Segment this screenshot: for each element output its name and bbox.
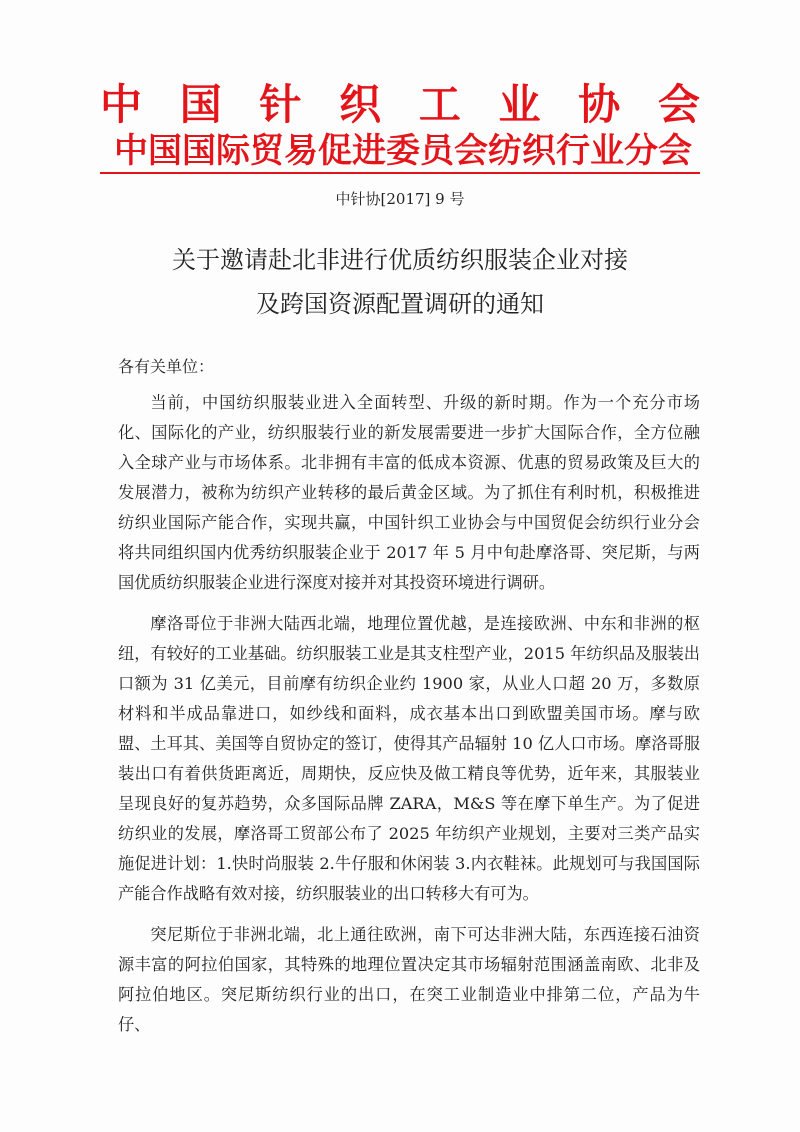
org-name-primary [100, 82, 700, 128]
org-name-secondary: 中国国际贸易促进委员会纺织行业分会 [114, 131, 692, 171]
org-name-char: 中 [100, 80, 143, 129]
org-name-char: 协 [578, 80, 621, 129]
salutation: 各有关单位： [118, 357, 215, 376]
body-paragraph: 当前，中国纺织服装业进入全面转型、升级的新时期。作为一个充分市场化、国际化的产业，纺织服装行业的新发展需要进一步扩大国际合作，全方位融入全球产业与市场体系。北非拥有丰富的低成本资源、优惠的贸易政策及巨大的发展潜力，被称为纺织产业转移的最后黄金区域。为了抓住有利时机，积极推进纺织业国际产能合作，实现共赢，中国针织工业协会与中国贸促会纺织行业分会将共同组织国内优秀纺织服装企业于 2017 年 5 月中旬赴摩洛哥、突尼斯，与两国优质纺织服装企业进行深度对接并对其投资环境进行调研。 [118, 393, 700, 592]
org-name-char: 织 [339, 80, 382, 129]
document-number: 中针协[2017] 9 号 [335, 190, 465, 208]
org-name-char: 会 [657, 80, 700, 129]
notice-body [118, 388, 700, 1051]
body-paragraph: 摩洛哥位于非洲大陆西北端，地理位置优越，是连接欧洲、中东和非洲的枢纽，有较好的工业基础。纺织服装工业是其支柱型产业，2015 年纺织品及服装出口额为 31 亿美元，目前摩有纺织企业约 1900 家，从业人口超 20 万，多数原材料和半成品靠进口，如纱线和面料，成衣基本出口到欧盟美国市场。摩与欧盟、土耳其、美国等自贸协定的签订，使得其产品辐射 10 亿人口市场。摩洛哥服装出口有着供货距离近，周期快，反应快及做工精良等优势，近年来，其服装业呈现良好的复苏趋势，众多国际品牌 ZARA，M&S 等在摩下单生产。为了促进纺织业的发展，摩洛哥工贸部公布了 2025 年纺织产业规划，主要对三类产品实施促进计划：1.快时尚服装 2.牛仔服和休闲装 3.内衣鞋袜。此规划可与我国国际产能合作战略有效对接，纺织服装业的出口转移大有可为。 [118, 614, 700, 903]
header-divider [100, 172, 700, 174]
notice-title [60, 238, 740, 326]
org-name-char: 国 [179, 80, 222, 129]
notice-title-line-2: 及跨国资源配置调研的通知 [256, 290, 544, 318]
notice-title-line-1: 关于邀请赴北非进行优质纺织服装企业对接 [172, 246, 628, 274]
body-paragraph: 突尼斯位于非洲北端，北上通往欧洲，南下可达非洲大陆，东西连接石油资源丰富的阿拉伯国家，其特殊的地理位置决定其市场辐射范围涵盖南欧、北非及阿拉伯地区。突尼斯纺织行业的出口，在突工业制造业中排第二位，产品为牛仔、 [118, 925, 700, 1034]
org-name-char: 工 [418, 80, 461, 129]
org-name-char: 针 [259, 80, 302, 129]
org-name-char: 业 [498, 80, 541, 129]
